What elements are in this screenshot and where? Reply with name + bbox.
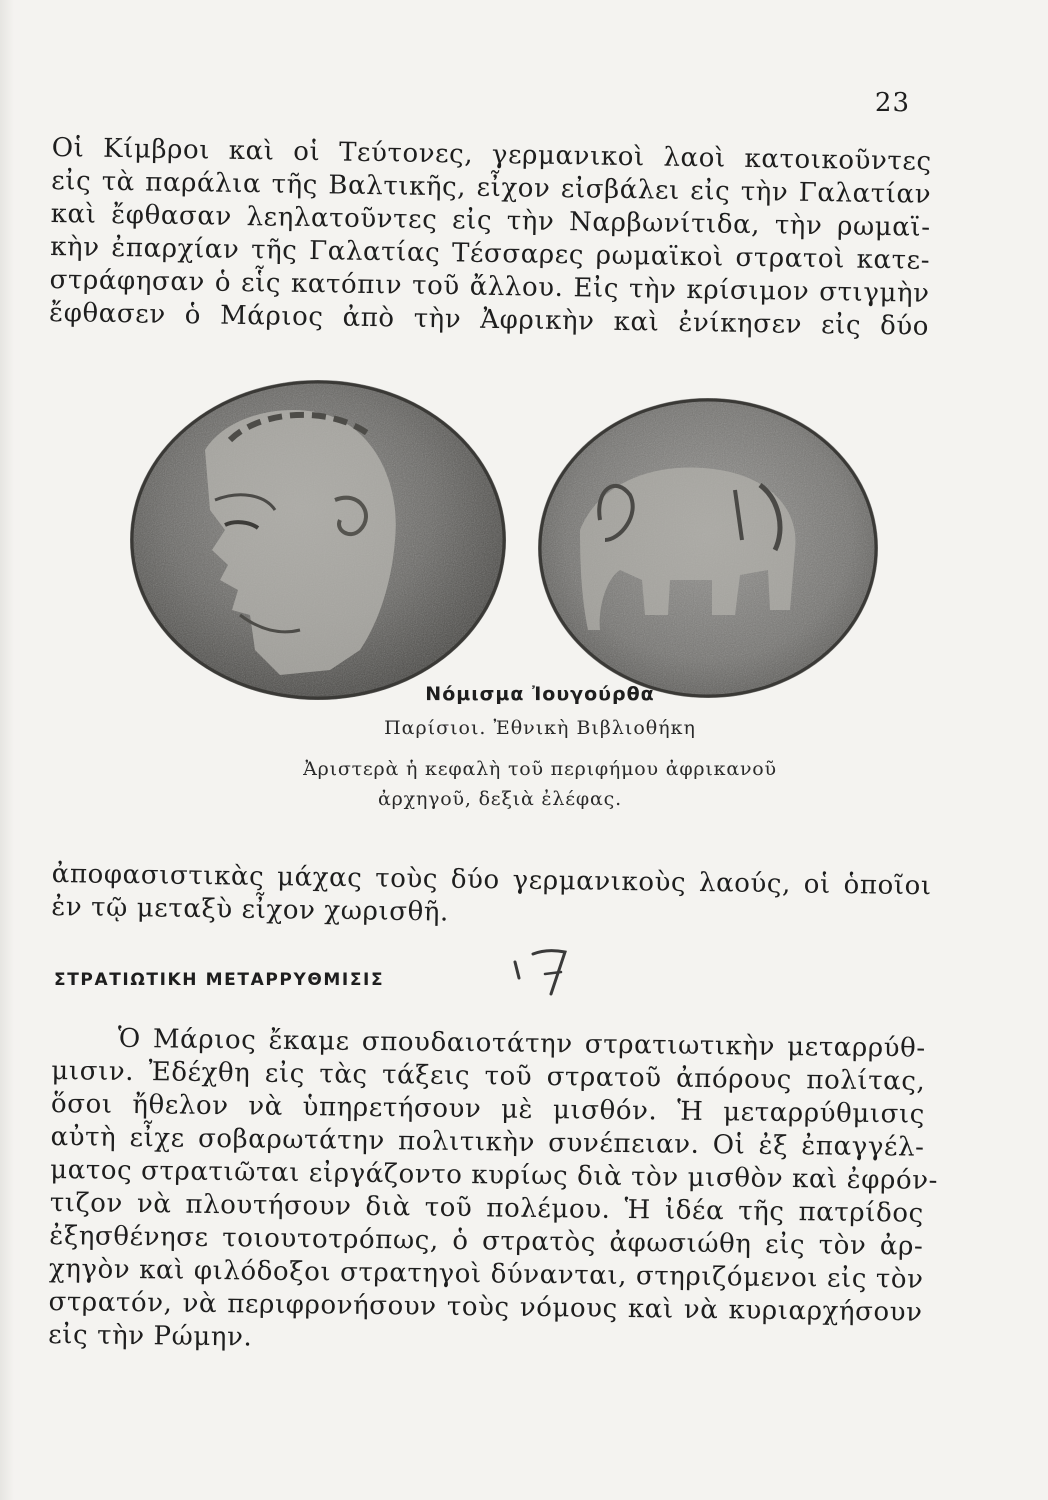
coin-illustration xyxy=(0,380,1048,700)
paragraph-decisive-battles xyxy=(51,858,932,936)
text-line: ματος στρατιῶται εἰργάζοντο κυρίως διὰ τὸν μισθὸν καὶ ἐφρόν- xyxy=(50,1154,939,1196)
page-number: 23 xyxy=(874,88,910,118)
caption-title: Νόμισμα Ἰουγούρθα xyxy=(425,683,655,705)
text-line: ἐξησθένησε τοιουτοτρόπως, ὁ στρατὸς ἀφωσιώθη εἰς τὸν ἀρ- xyxy=(49,1220,924,1262)
text-line: στράφησαν ὁ εἷς κατόπιν τοῦ ἄλλου. Εἰς τὴν κρίσιμον στιγμὴν xyxy=(49,264,930,309)
handwritten-note xyxy=(505,944,575,1000)
caption-source: Παρίσιοι. Ἐθνικὴ Βιβλιοθήκη xyxy=(384,717,696,739)
text-line: ἀποφασιστικὰς μάχας τοὺς δύο γερμανικοὺς λαούς, οἱ ὁποῖοι xyxy=(51,858,932,902)
text-line: στρατόν, νὰ περιφρονήσουν τοὺς νόμους καὶ νὰ κυριαρχήσουν xyxy=(48,1286,923,1328)
caption-description-line2: ἀρχηγοῦ, δεξιὰ ἐλέφας. xyxy=(378,788,622,810)
coin-reverse-elephant xyxy=(538,398,878,698)
text-line: τιζον νὰ πλουτήσουν διὰ τοῦ πολέμου. Ἡ ἰδέα τῆς πατρίδος xyxy=(49,1187,924,1229)
text-line: χηγὸν καὶ φιλόδοξοι στρατηγοὶ δύνανται, στηριζόμενοι εἰς τὸν xyxy=(48,1253,924,1295)
coin-obverse-head xyxy=(130,380,506,700)
text-line: Οἱ Κίμβροι καὶ οἱ Τεύτονες, γερμανικοὶ λαοὶ κατοικοῦντες xyxy=(51,132,932,177)
text-line: ὅσοι ἤθελον νὰ ὑπηρετήσουν μὲ μισθόν. Ἡ μεταρρύθμισις xyxy=(50,1088,926,1130)
text-line: καὶ ἔφθασαν λεηλατοῦντες εἰς τὴν Ναρβωνίτιδα, τὴν ρωμαϊ- xyxy=(50,198,931,243)
text-line: μισιν. Ἐδέχθη εἰς τὰς τάξεις τοῦ στρατοῦ ἀπόρους πολίτας, xyxy=(51,1055,926,1097)
text-line: αὐτὴ εἶχε σοβαρωτάτην πολιτικὴν συνέπειαν. Οἱ ἐξ ἐπαγγέλ- xyxy=(50,1121,925,1163)
text-line: κὴν ἐπαρχίαν τῆς Γαλατίας Τέσσαρες ρωμαϊκοὶ στρατοὶ κατε- xyxy=(49,231,931,276)
text-line: εἰς τὰ παράλια τῆς Βαλτικῆς, εἶχον εἰσβάλει εἰς τὴν Γαλατίαν xyxy=(50,165,932,210)
paragraph-marius-cimbri xyxy=(49,132,932,344)
scan-edge-shadow xyxy=(0,0,14,1500)
caption-description-line1: Ἀριστερὰ ἡ κεφαλὴ τοῦ περιφήμου ἀφρικανοῦ xyxy=(303,758,777,780)
text-line: ἔφθασεν ὁ Μάριος ἀπὸ τὴν Ἀφρικὴν καὶ ἐνίκησεν εἰς δύο xyxy=(48,297,930,342)
text-line: εἰς τὴν Ρώμην. xyxy=(47,1319,253,1353)
paragraph-military-reform xyxy=(47,1022,939,1363)
text-line: ἐν τῷ μεταξὺ εἶχον χωρισθῆ. xyxy=(51,891,450,928)
text-line: Ὁ Μάριος ἔκαμε σπουδαιοτάτην στρατιωτικὴν μεταρρύθ- xyxy=(117,1023,926,1064)
section-heading: ΣΤΡΑΤΙΩΤΙΚΗ ΜΕΤΑΡΡΥΘΜΙΣΙΣ xyxy=(54,970,385,990)
